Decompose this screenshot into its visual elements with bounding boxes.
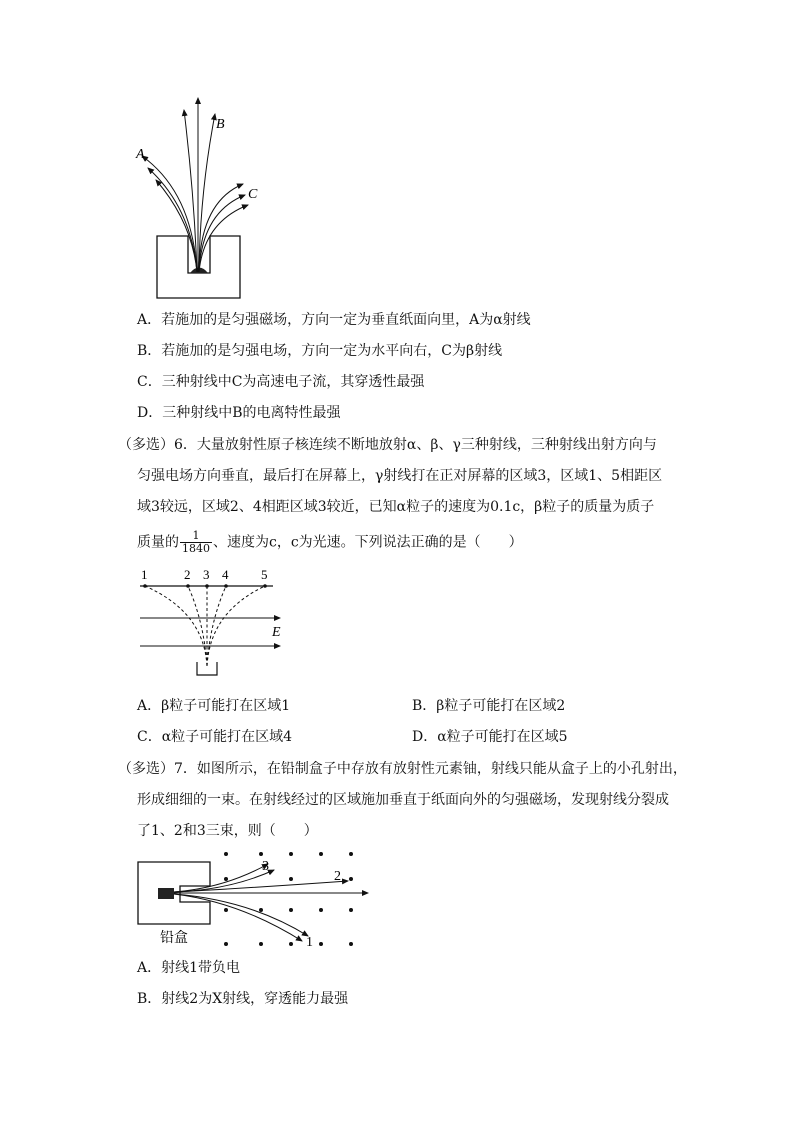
field-label-e: E: [272, 625, 281, 640]
q7-stem-line-3: 了1、2和3三束，则（ ）: [137, 823, 318, 839]
label-a: A: [136, 147, 145, 162]
q6-stem-line-2: 匀强电场方向垂直，最后打在屏幕上，γ射线打在正对屏幕的区域3，区域1、5相距区: [137, 468, 663, 484]
fraction-denominator: 1840: [182, 542, 210, 555]
ray-label-2: 2: [334, 869, 341, 884]
region-dot-2: [186, 584, 190, 588]
ray-a-2: [148, 168, 197, 272]
q6-stem-line-4: [137, 530, 523, 555]
q6-line4-suffix: 、速度为c，c为光速。下列说法正确的是（ ）: [213, 534, 523, 551]
region-label-1: 1: [141, 567, 148, 582]
ray-label-3: 3: [262, 859, 269, 874]
trajectory-1: [145, 586, 207, 666]
q6-stem-line-3: 域3较远，区域2、4相距区域3较近，已知α粒子的速度为0.1c，β粒子的质量为质子: [137, 499, 655, 515]
q5-option-d: D．三种射线中B的电离特性最强: [137, 405, 341, 421]
ray-c-2: [199, 195, 245, 272]
region-label-4: 4: [222, 567, 229, 582]
ray-1b: [174, 894, 302, 941]
region-label-5: 5: [261, 567, 268, 582]
ray-b-3: [184, 110, 197, 272]
label-b: B: [216, 117, 225, 132]
q6-line4-prefix: 质量的: [137, 534, 179, 551]
magnetic-field-dots: [224, 852, 353, 946]
q6-option-a: A．β粒子可能打在区域1: [137, 698, 291, 714]
fraction-numerator: 1: [180, 530, 212, 543]
ray-b-2: [199, 114, 215, 272]
q5-option-a: A．若施加的是匀强磁场，方向一定为垂直纸面向里，A为α射线: [137, 312, 531, 328]
region-label-2: 2: [184, 567, 191, 582]
q7-figure: [130, 848, 380, 952]
q7-stem-line-2: 形成细细的一束。在射线经过的区域施加垂直于纸面向外的匀强磁场，发现射线分裂成: [137, 792, 669, 808]
trajectory-2: [188, 586, 207, 666]
trajectory-5: [207, 586, 265, 666]
q6-option-d: D．α粒子可能打在区域5: [412, 729, 568, 745]
q7-option-b: B．射线2为X射线，穿透能力最强: [137, 991, 349, 1007]
uranium-source: [158, 888, 174, 899]
mass-fraction: [180, 530, 212, 555]
ray-a-1: [142, 156, 197, 272]
q6-option-c: C．α粒子可能打在区域4: [137, 729, 293, 745]
trajectory-4: [207, 586, 226, 666]
q5-option-c: C．三种射线中C为高速电子流，其穿透性最强: [137, 374, 425, 390]
region-dot-4: [224, 584, 228, 588]
q5-figure: [130, 92, 270, 302]
q7-stem-line-1: （多选）7．如图所示，在铅制盒子中存放有放射性元素铀，射线只能从盒子上的小孔射出，: [118, 761, 687, 777]
region-dot-3: [205, 584, 209, 588]
ray-c-1: [199, 184, 243, 272]
ray-1a: [174, 894, 308, 936]
region-dot-5: [263, 584, 267, 588]
q6-figure: [130, 562, 290, 682]
q7-option-a: A．射线1带负电: [137, 960, 241, 976]
label-c: C: [248, 187, 258, 202]
q6-option-b: B．β粒子可能打在区域2: [412, 698, 566, 714]
q5-option-b: B．若施加的是匀强电场，方向一定为水平向右，C为β射线: [137, 343, 503, 359]
lead-box-label: 铅盒: [160, 931, 188, 946]
region-dot-1: [143, 584, 147, 588]
q6-stem-line-1: （多选）6．大量放射性原子核连续不断地放射α、β、γ三种射线，三种射线出射方向与: [118, 437, 657, 453]
region-label-3: 3: [203, 567, 210, 582]
ray-label-1: 1: [306, 935, 313, 950]
